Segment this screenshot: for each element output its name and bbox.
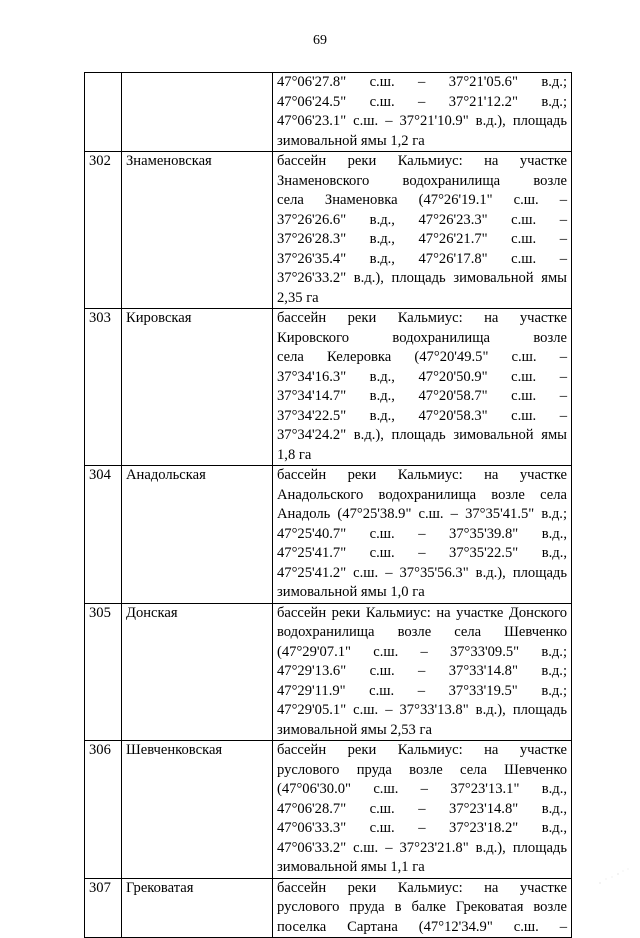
page-number: 69 <box>313 33 327 48</box>
description-line: зимовальной ямы 2,53 га <box>277 721 432 738</box>
description-line: 47°29'05.1" с.ш. – 37°33'13.8" в.д.), площадь <box>277 702 567 718</box>
description-line: 37°34'24.2" в.д.), площадь зимовальной ямы <box>277 427 567 443</box>
description-line: 37°26'35.4" в.д., 47°26'17.8" с.ш. – <box>277 250 567 267</box>
table-row <box>85 878 572 938</box>
row-number <box>85 73 122 152</box>
description-line: зимовальной ямы 1,1 га <box>277 859 425 875</box>
description-line: Анадоль (47°25'38.9" с.ш. – 37°35'41.5" в.д.; <box>277 506 567 522</box>
description-line: 47°06'28.7" с.ш. – 37°23'14.8" в.д., <box>277 800 567 817</box>
description-line: поселка Сартана (47°12'34.9" с.ш. – <box>277 918 567 935</box>
description-line: водохранилища возле села Шевченко <box>277 624 567 640</box>
description-line: (47°06'30.0" с.ш. – 37°23'13.1" в.д., <box>277 781 567 797</box>
description-line: села Знаменовка (47°26'19.1" с.ш. – <box>277 192 567 208</box>
description-line: 37°26'26.6" в.д., 47°26'23.3" с.ш. – <box>277 211 567 228</box>
description-line: 37°34'14.7" в.д., 47°20'58.7" с.ш. – <box>277 388 567 404</box>
description-line: зимовальной ямы 1,0 га <box>277 584 425 600</box>
description-line: бассейн реки Кальмиус: на участке Донского <box>277 604 567 621</box>
description-line: 47°25'41.7" с.ш. – 37°35'22.5" в.д., <box>277 545 567 561</box>
table-row <box>85 152 572 309</box>
pit-location-description <box>273 741 572 879</box>
pit-name: Грековатая <box>122 878 273 938</box>
table-row <box>85 466 572 604</box>
row-number: 306 <box>85 741 122 879</box>
description-line: 47°25'41.2" с.ш. – 37°35'56.3" в.д.), площадь <box>277 564 567 581</box>
description-line: бассейн реки Кальмиус: на участке <box>277 879 567 896</box>
description-line: 2,35 га <box>277 289 319 306</box>
description-line: 37°34'22.5" в.д., 47°20'58.3" с.ш. – <box>277 407 567 424</box>
pit-name: Анадольская <box>122 466 273 604</box>
description-line: зимовальной ямы 1,2 га <box>277 132 425 149</box>
pit-location-description <box>273 466 572 604</box>
description-line: 47°06'33.2" с.ш. – 37°23'21.8" в.д.), площадь <box>277 839 567 856</box>
row-number: 303 <box>85 309 122 466</box>
description-line: 37°26'33.2" в.д.), площадь зимовальной ямы <box>277 270 567 286</box>
description-line: 47°06'24.5" с.ш. – 37°21'12.2" в.д.; <box>277 93 567 110</box>
table-row <box>85 73 572 152</box>
pit-location-description <box>273 73 572 152</box>
scan-speckle <box>594 865 634 889</box>
description-line: 47°06'23.1" с.ш. – 37°21'10.9" в.д.), площадь <box>277 113 567 129</box>
pit-name: Кировская <box>122 309 273 466</box>
description-line: 47°06'33.3" с.ш. – 37°23'18.2" в.д., <box>277 820 567 836</box>
description-line: 47°25'40.7" с.ш. – 37°35'39.8" в.д., <box>277 525 567 542</box>
description-line: руслового пруда в балке Грековатая возле <box>277 899 567 915</box>
description-line: 47°29'13.6" с.ш. – 37°33'14.8" в.д.; <box>277 663 567 679</box>
description-line: Анадольского водохранилища возле села <box>277 486 567 503</box>
pit-location-description <box>273 309 572 466</box>
pit-name: Донская <box>122 603 273 741</box>
description-line: бассейн реки Кальмиус: на участке <box>277 467 567 483</box>
description-line: бассейн реки Кальмиус: на участке <box>277 153 567 169</box>
description-line: села Келеровка (47°20'49.5" с.ш. – <box>277 349 567 365</box>
description-line: Знаменовского водохранилища возле <box>277 172 567 189</box>
description-line: бассейн реки Кальмиус: на участке <box>277 310 567 326</box>
table-row <box>85 741 572 879</box>
wintering-pits-table <box>84 72 572 938</box>
row-number: 304 <box>85 466 122 604</box>
row-number: 305 <box>85 603 122 741</box>
pit-location-description <box>273 603 572 741</box>
description-line: 47°06'27.8" с.ш. – 37°21'05.6" в.д.; <box>277 74 567 90</box>
pit-location-description <box>273 152 572 309</box>
pit-location-description <box>273 878 572 938</box>
description-line: 37°26'28.3" в.д., 47°26'21.7" с.ш. – <box>277 231 567 247</box>
description-line: бассейн реки Кальмиус: на участке <box>277 742 567 758</box>
description-line: руслового пруда возле села Шевченко <box>277 761 567 778</box>
pit-name: Шевченковская <box>122 741 273 879</box>
row-number: 302 <box>85 152 122 309</box>
description-line: (47°29'07.1" с.ш. – 37°33'09.5" в.д.; <box>277 643 567 660</box>
description-line: 37°34'16.3" в.д., 47°20'50.9" с.ш. – <box>277 368 567 385</box>
pit-name <box>122 73 273 152</box>
pit-name: Знаменовская <box>122 152 273 309</box>
description-line: Кировского водохранилища возле <box>277 329 567 346</box>
row-number: 307 <box>85 878 122 938</box>
table-row <box>85 603 572 741</box>
table-row <box>85 309 572 466</box>
description-line: 1,8 га <box>277 446 312 463</box>
description-line: 47°29'11.9" с.ш. – 37°33'19.5" в.д.; <box>277 682 567 699</box>
